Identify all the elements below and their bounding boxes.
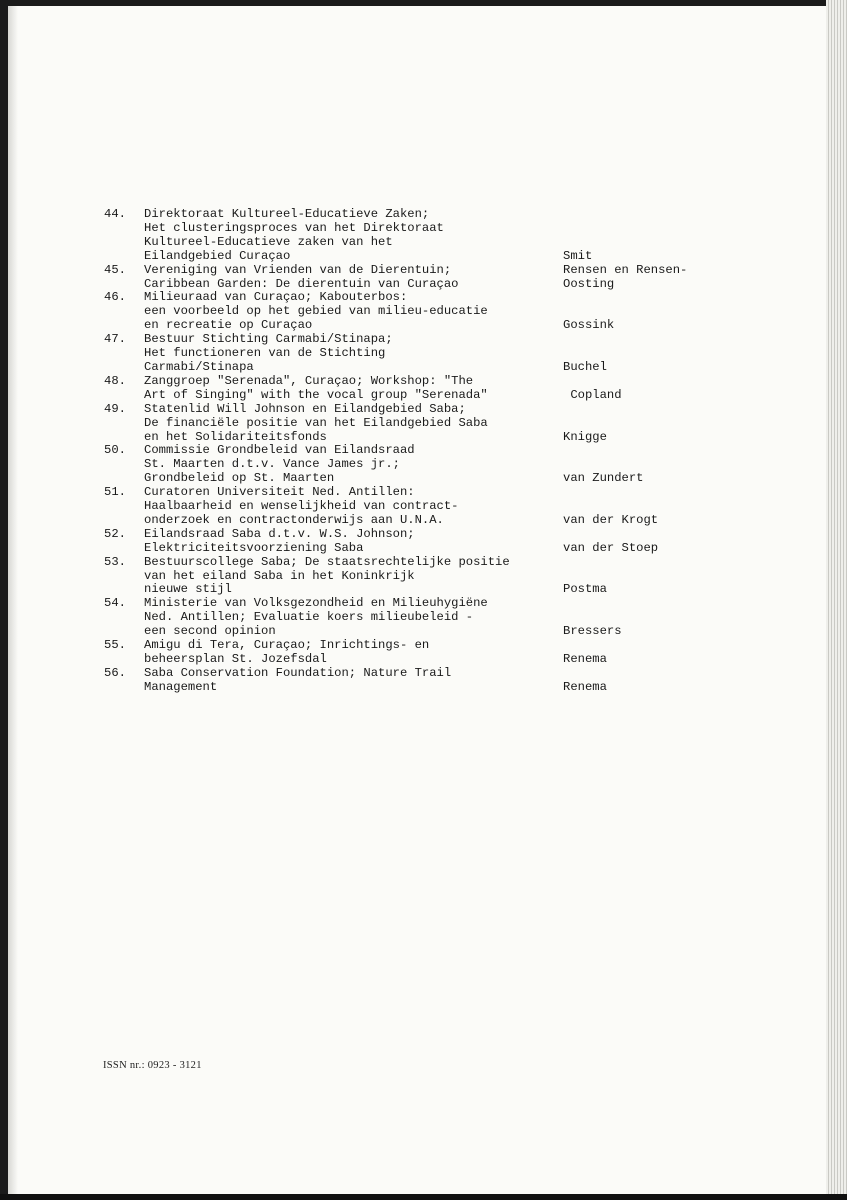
entry-title-line: St. Maarten d.t.v. Vance James jr.; bbox=[144, 457, 400, 472]
entry-title-line: Direktoraat Kultureel-Educatieve Zaken; bbox=[144, 207, 430, 221]
entry-row bbox=[144, 667, 744, 681]
entry-body bbox=[144, 375, 744, 403]
entry-row bbox=[144, 347, 744, 361]
entry-title-line: Haalbaarheid en wenselijkheid van contract- bbox=[144, 499, 459, 514]
entry-author: Renema bbox=[563, 679, 607, 694]
entry-row bbox=[144, 250, 744, 264]
entry-title-line: Management bbox=[144, 679, 218, 694]
list-item bbox=[104, 264, 744, 292]
entry-row bbox=[144, 472, 744, 486]
entry-author: van Zundert bbox=[563, 471, 644, 486]
entry-title-line: Carmabi/Stinapa bbox=[144, 359, 254, 374]
entry-author: Renema bbox=[563, 652, 607, 666]
entry-number: 49. bbox=[104, 401, 126, 416]
entry-body bbox=[144, 208, 744, 264]
entry-row bbox=[144, 556, 744, 570]
entry-row bbox=[144, 597, 744, 611]
entry-title-line: Ned. Antillen; Evaluatie koers milieubeleid - bbox=[144, 610, 474, 625]
entry-row bbox=[144, 542, 744, 556]
entry-title-line: Zanggroep "Serenada", Curaçao; Workshop: "The bbox=[144, 373, 474, 388]
page-stack-edge bbox=[826, 0, 847, 1200]
entry-row bbox=[144, 444, 744, 458]
entry-number: 56. bbox=[104, 665, 126, 680]
list-item bbox=[104, 375, 744, 403]
entry-author: Postma bbox=[563, 582, 607, 597]
entry-title-line: Milieuraad van Curaçao; Kabouterbos: bbox=[144, 290, 408, 305]
entry-title-line: en recreatie op Curaçao bbox=[144, 318, 313, 333]
entry-number: 50. bbox=[104, 443, 126, 458]
entry-row bbox=[144, 278, 744, 292]
entry-title-line: Het clusteringsproces van het Direktoraat bbox=[144, 220, 444, 235]
entry-title-line: Caribbean Garden: De dierentuin van Curaçao bbox=[144, 276, 459, 291]
entry-row bbox=[144, 431, 744, 445]
list-item bbox=[104, 556, 744, 598]
list-item bbox=[104, 597, 744, 639]
entry-row bbox=[144, 222, 744, 236]
entry-title-line: Eilandsraad Saba d.t.v. W.S. Johnson; bbox=[144, 526, 415, 541]
entry-title-line: Kultureel-Educatieve zaken van het bbox=[144, 234, 393, 249]
entry-title-line: Bestuur Stichting Carmabi/Stinapa; bbox=[144, 332, 393, 347]
entry-row bbox=[144, 653, 744, 667]
entry-author: van der Krogt bbox=[563, 512, 659, 527]
entry-body bbox=[144, 264, 744, 292]
entry-author: Oosting bbox=[563, 276, 615, 291]
entry-title-line: Amigu di Tera, Curaçao; Inrichtings- en bbox=[144, 638, 430, 653]
entry-row bbox=[144, 375, 744, 389]
list-item bbox=[104, 444, 744, 486]
entry-author: Knigge bbox=[563, 429, 607, 444]
entry-author: Smit bbox=[563, 248, 593, 263]
entry-title-line: Curatoren Universiteit Ned. Antillen: bbox=[144, 485, 415, 500]
entry-title-line: De financiële positie van het Eilandgebied Saba bbox=[144, 415, 488, 430]
entry-body bbox=[144, 403, 744, 445]
entry-row bbox=[144, 514, 744, 528]
entry-author: Copland bbox=[563, 387, 622, 402]
entry-author: Bressers bbox=[563, 624, 622, 639]
document-page bbox=[8, 6, 830, 1194]
entry-number: 46. bbox=[104, 290, 126, 305]
entry-title-line: een second opinion bbox=[144, 624, 276, 639]
entry-title-line: Commissie Grondbeleid van Eilandsraad bbox=[144, 443, 415, 458]
entry-number: 51. bbox=[104, 485, 126, 500]
entry-author: van der Stoep bbox=[563, 540, 659, 555]
entry-row bbox=[144, 361, 744, 375]
entry-title-line: van het eiland Saba in het Koninkrijk bbox=[144, 568, 415, 583]
entry-row bbox=[144, 681, 744, 695]
entry-number: 45. bbox=[104, 262, 126, 277]
publication-list bbox=[104, 208, 744, 695]
entry-row bbox=[144, 486, 744, 500]
page-edge-shadow bbox=[8, 6, 18, 1194]
list-item bbox=[104, 403, 744, 445]
entry-row bbox=[144, 236, 744, 250]
scan-bottom-border bbox=[0, 1194, 847, 1200]
entry-author: Buchel bbox=[563, 359, 607, 374]
entry-body bbox=[144, 528, 744, 556]
entry-number: 48. bbox=[104, 373, 126, 388]
entry-row bbox=[144, 611, 744, 625]
entry-number: 52. bbox=[104, 526, 126, 541]
entry-row bbox=[144, 583, 744, 597]
entry-title-line: onderzoek en contractonderwijs aan U.N.A. bbox=[144, 512, 444, 527]
entry-title-line: Ministerie van Volksgezondheid en Milieuhygiëne bbox=[144, 596, 488, 611]
entry-body bbox=[144, 333, 744, 375]
entry-body bbox=[144, 556, 744, 598]
entry-title-line: Elektriciteitsvoorziening Saba bbox=[144, 540, 364, 555]
entry-row bbox=[144, 570, 744, 584]
entry-title-line: Art of Singing" with the vocal group "Serenada" bbox=[144, 387, 488, 402]
entry-title-line: Eilandgebied Curaçao bbox=[144, 248, 291, 263]
entry-row bbox=[144, 333, 744, 347]
entry-title-line: Saba Conservation Foundation; Nature Trail bbox=[144, 665, 452, 680]
entry-title-line: Statenlid Will Johnson en Eilandgebied Saba; bbox=[144, 401, 466, 416]
entry-row bbox=[144, 319, 744, 333]
entry-number: 53. bbox=[104, 554, 126, 569]
entry-author: Rensen en Rensen- bbox=[563, 262, 688, 277]
issn-footer: ISSN nr.: 0923 - 3121 bbox=[103, 1060, 202, 1071]
entry-row bbox=[144, 264, 744, 278]
entry-body bbox=[144, 639, 744, 667]
entry-title-line: beheersplan St. Jozefsdal bbox=[144, 652, 327, 666]
entry-row bbox=[144, 625, 744, 639]
entry-row bbox=[144, 458, 744, 472]
entry-row bbox=[144, 417, 744, 431]
entry-row bbox=[144, 500, 744, 514]
entry-row bbox=[144, 389, 744, 403]
entry-title-line: een voorbeeld op het gebied van milieu-educatie bbox=[144, 304, 488, 319]
entry-title-line: Bestuurscollege Saba; De staatsrechtelijke positie bbox=[144, 554, 510, 569]
entry-row bbox=[144, 305, 744, 319]
list-item bbox=[104, 486, 744, 528]
list-item bbox=[104, 528, 744, 556]
list-item bbox=[104, 667, 744, 695]
list-item bbox=[104, 208, 744, 264]
entry-row bbox=[144, 208, 744, 222]
entry-body bbox=[144, 291, 744, 333]
entry-body bbox=[144, 667, 744, 695]
entry-body bbox=[144, 444, 744, 486]
list-item bbox=[104, 639, 744, 667]
entry-body bbox=[144, 486, 744, 528]
entry-title-line: Grondbeleid op St. Maarten bbox=[144, 471, 335, 486]
entry-row bbox=[144, 403, 744, 417]
entry-title-line: nieuwe stijl bbox=[144, 582, 232, 597]
entry-row bbox=[144, 291, 744, 305]
entry-title-line: Vereniging van Vrienden van de Dierentuin; bbox=[144, 262, 452, 277]
entry-title-line: en het Solidariteitsfonds bbox=[144, 429, 327, 444]
list-item bbox=[104, 291, 744, 333]
entry-row bbox=[144, 528, 744, 542]
entry-author: Gossink bbox=[563, 318, 615, 333]
entry-body bbox=[144, 597, 744, 639]
entry-number: 47. bbox=[104, 332, 126, 347]
entry-number: 54. bbox=[104, 596, 126, 611]
list-item bbox=[104, 333, 744, 375]
entry-number: 44. bbox=[104, 207, 126, 221]
entry-row bbox=[144, 639, 744, 653]
entry-title-line: Het functioneren van de Stichting bbox=[144, 346, 386, 361]
entry-number: 55. bbox=[104, 638, 126, 653]
